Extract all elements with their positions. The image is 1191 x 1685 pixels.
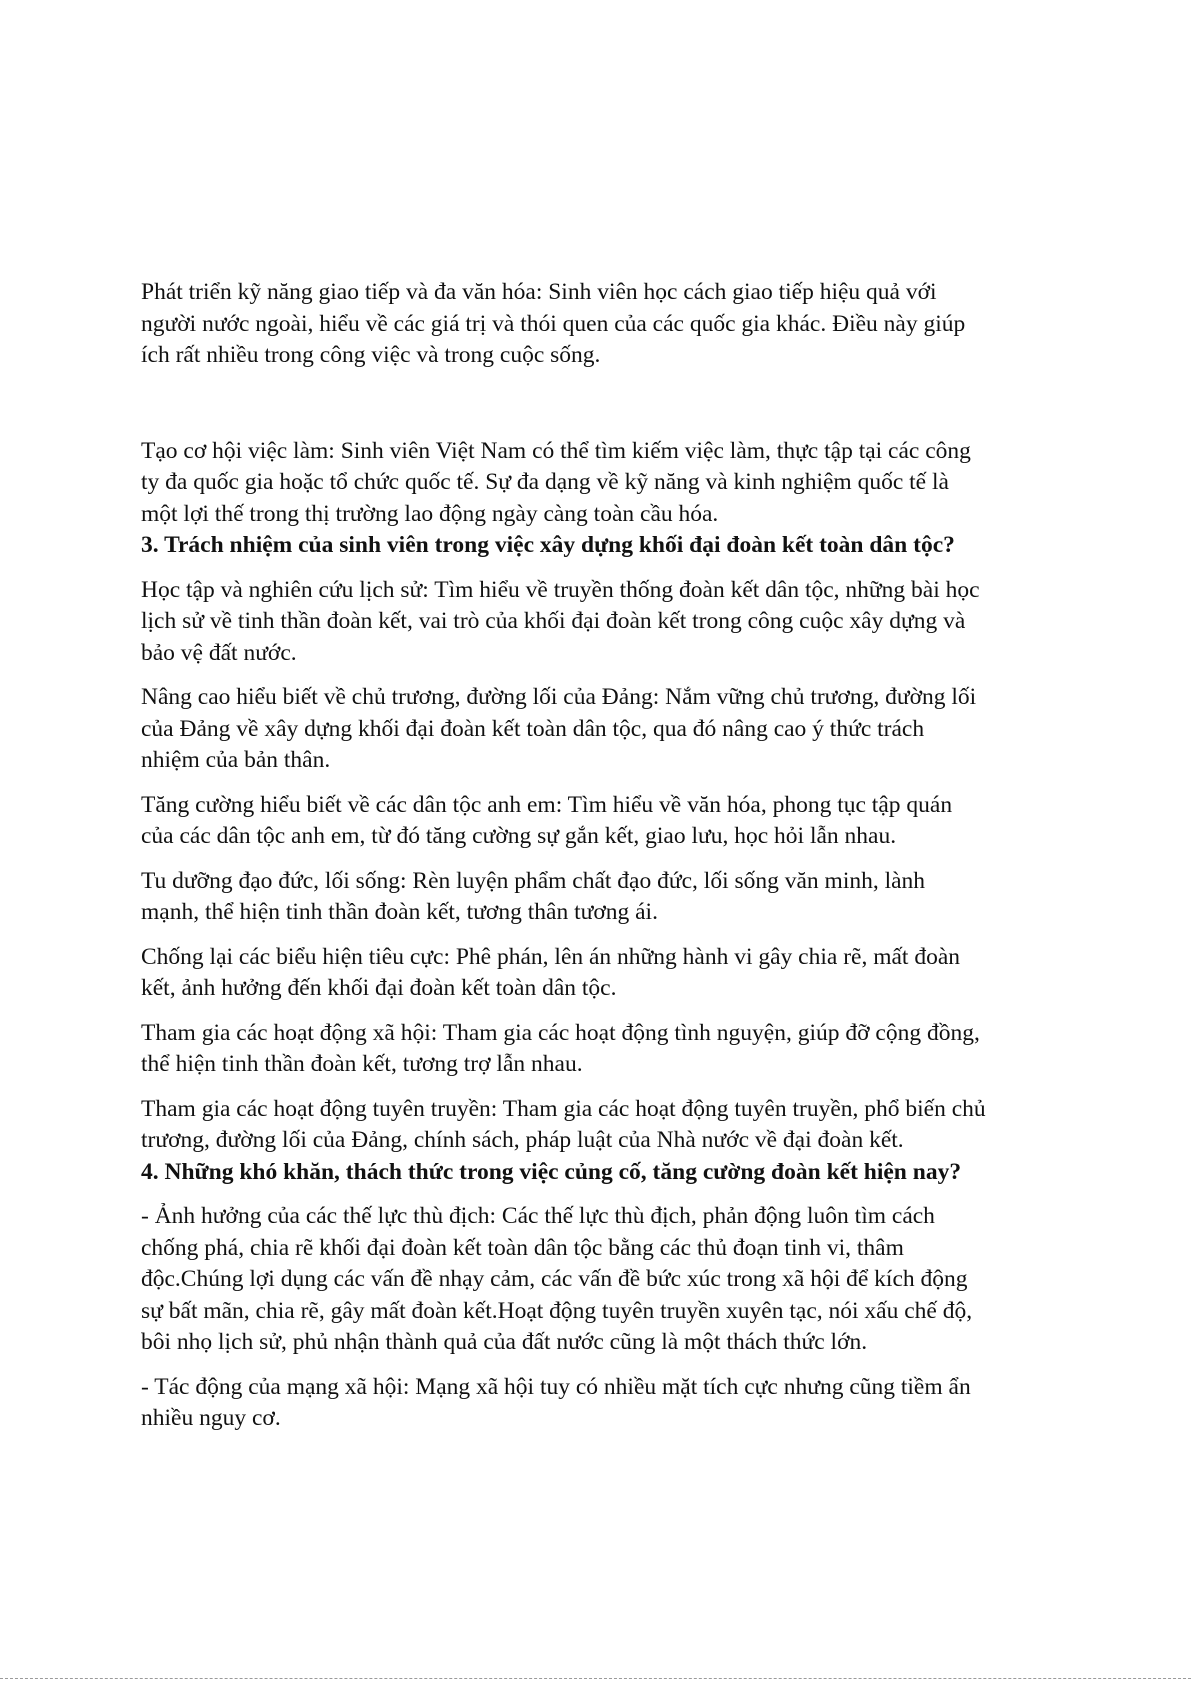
section-heading-3: 3. Trách nhiệm của sinh viên trong việc xây dựng khối đại đoàn kết toàn dân tộc?: [141, 532, 955, 558]
paragraph-party-policy: Nâng cao hiểu biết về chủ trương, đường lối của Đảng: Nắm vững chủ trương, đường lối của Đảng về xây dựng khối đại đoàn kết toàn dân tộc, qua đó nâng cao ý thức trách nhiệm của bản thân.: [141, 684, 977, 773]
paragraph-propaganda-activities: Tham gia các hoạt động tuyên truyền: Tham gia các hoạt động tuyên truyền, phổ biến chủ trương, đường lối của Đảng, chính sách, pháp luật của Nhà nước về đại đoàn kết.: [141, 1095, 986, 1153]
paragraph-hostile-forces: - Ảnh hưởng của các thế lực thù địch: Các thế lực thù địch, phản động luôn tìm cách chống phá, chia rẽ khối đại đoàn kết toàn dân tộc bằng các thủ đoạn tinh vi, thâm độc.Chúng lợi dụng các vấn đề nhạy cảm, các vấn đề bức xúc trong xã hội để kích động sự bất mãn, chia rẽ, gây mất đoàn kết.Hoạt động tuyên truyền xuyên tạc, nói xấu chế độ, bôi nhọ lịch sử, phủ nhận thành quả của đất nước cũng là một thách thức lớn.: [141, 1203, 973, 1355]
document-body: [141, 277, 1056, 1435]
section-heading-4: 4. Những khó khăn, thách thức trong việc củng cố, tăng cường đoàn kết hiện nay?: [141, 1158, 962, 1185]
paragraph-job-opportunities: Tạo cơ hội việc làm: Sinh viên Việt Nam có thể tìm kiếm việc làm, thực tập tại các công ty đa quốc gia hoặc tổ chức quốc tế. Sự đa dạng về kỹ năng và kinh nghiệm quốc tế là một lợi thế trong thị trường lao động ngày càng toàn cầu hóa.: [141, 437, 971, 527]
paragraph-ethics: Tu dưỡng đạo đức, lối sống: Rèn luyện phẩm chất đạo đức, lối sống văn minh, lành mạnh, thể hiện tinh thần đoàn kết, tương thân tương ái.: [141, 867, 926, 925]
paragraph-counter-negativity: Chống lại các biểu hiện tiêu cực: Phê phán, lên án những hành vi gây chia rẽ, mất đoàn kết, ảnh hưởng đến khối đại đoàn kết toàn dân tộc.: [141, 943, 961, 1001]
paragraph-social-media: - Tác động của mạng xã hội: Mạng xã hội tuy có nhiều mặt tích cực nhưng cũng tiềm ẩn nhiều nguy cơ.: [141, 1373, 971, 1431]
page-bottom-divider: [0, 1678, 1191, 1680]
paragraph-ethnic-groups: Tăng cường hiểu biết về các dân tộc anh em: Tìm hiểu về văn hóa, phong tục tập quán của các dân tộc anh em, từ đó tăng cường sự gắn kết, giao lưu, học hỏi lẫn nhau.: [141, 791, 953, 849]
paragraph-communication-skills: Phát triển kỹ năng giao tiếp và đa văn hóa: Sinh viên học cách giao tiếp hiệu quả với người nước ngoài, hiểu về các giá trị và thói quen của các quốc gia khác. Điều này giúp ích rất nhiều trong công việc và trong cuộc sống.: [141, 279, 966, 368]
paragraph-social-activities: Tham gia các hoạt động xã hội: Tham gia các hoạt động tình nguyện, giúp đỡ cộng đồng, thể hiện tinh thần đoàn kết, tương trợ lẫn nhau.: [141, 1019, 980, 1077]
paragraph-history-study: Học tập và nghiên cứu lịch sử: Tìm hiểu về truyền thống đoàn kết dân tộc, những bài học lịch sử về tinh thần đoàn kết, vai trò của khối đại đoàn kết trong công cuộc xây dựng và bảo vệ đất nước.: [141, 576, 980, 666]
